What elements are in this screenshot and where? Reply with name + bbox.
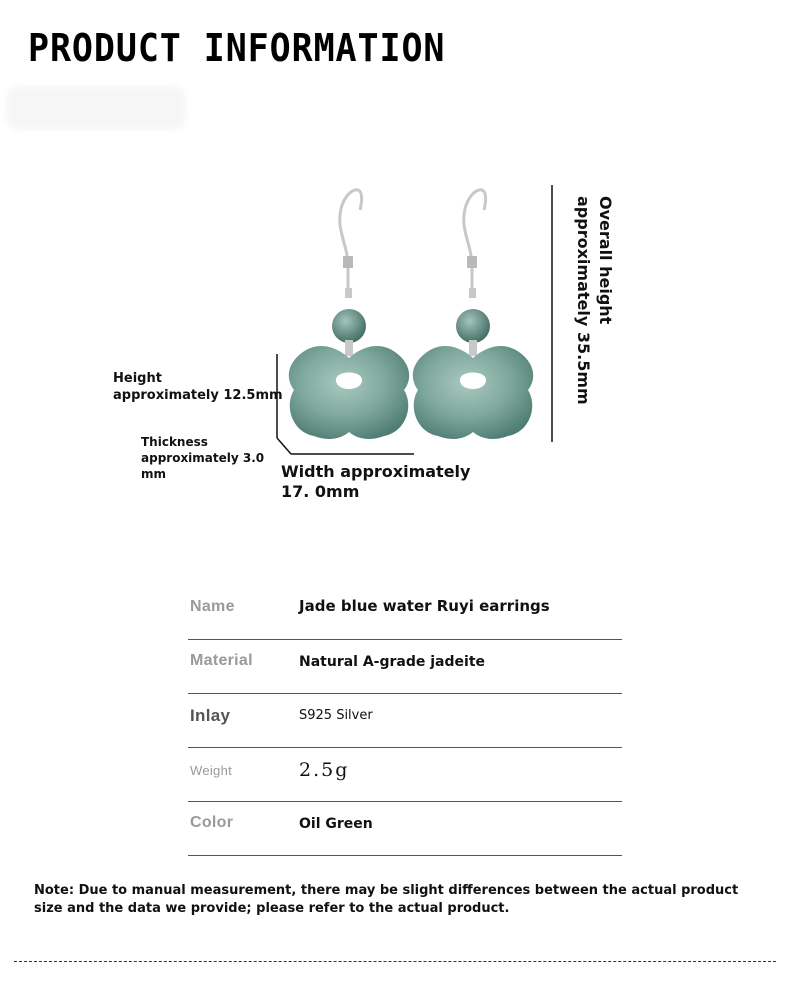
right-coil: [467, 256, 477, 268]
overall-height-label: Overall height approximately 35.5mm: [574, 196, 615, 405]
decorative-smudge: [6, 86, 186, 130]
table-row: [188, 748, 622, 802]
spec-table: [188, 586, 622, 856]
right-ear-hook: [464, 190, 486, 298]
right-earring: [413, 190, 533, 439]
dashed-divider: [14, 961, 776, 962]
thickness-label: Thickness approximately 3.0 mm: [141, 435, 265, 481]
spec-value-name: Jade blue water Ruyi earrings: [299, 597, 550, 615]
thickness-dimension-line: [277, 438, 291, 454]
left-bail: [345, 340, 353, 356]
table-row: [188, 640, 622, 694]
table-row: [188, 802, 622, 856]
left-ruyi-pendant: [289, 346, 409, 439]
left-ear-hook: [340, 190, 362, 298]
width-label: Width approximately 17. 0mm: [281, 462, 471, 501]
spec-value-material: Natural A-grade jadeite: [299, 654, 486, 670]
left-bead-cap: [345, 288, 352, 298]
right-bail: [469, 340, 477, 356]
table-row: [188, 694, 622, 748]
right-bead-cap: [469, 288, 476, 298]
spec-label-color: Color: [190, 814, 234, 831]
spec-label-inlay: Inlay: [190, 706, 231, 725]
height-label: Height approximately 12.5mm: [113, 371, 283, 403]
spec-label-material: Material: [190, 652, 253, 669]
spec-value-color: Oil Green: [299, 816, 373, 832]
spec-label-name: Name: [190, 598, 235, 615]
spec-value-inlay: S925 Silver: [299, 708, 373, 723]
measurement-note: Note: Due to manual measurement, there may be slight differences between the actual product size and the data we provide; please refer to the actual product.: [34, 883, 739, 916]
spec-label-weight: Weight: [190, 763, 233, 778]
earring-product-image: [270, 180, 590, 480]
spec-value-weight: 2.5g: [299, 759, 350, 781]
left-jade-bead: [332, 309, 366, 343]
left-coil: [343, 256, 353, 268]
right-jade-bead: [456, 309, 490, 343]
table-row: [188, 586, 622, 640]
left-earring: [289, 190, 409, 439]
right-ruyi-pendant: [413, 346, 533, 439]
page-title: PRODUCT INFORMATION: [28, 26, 446, 70]
